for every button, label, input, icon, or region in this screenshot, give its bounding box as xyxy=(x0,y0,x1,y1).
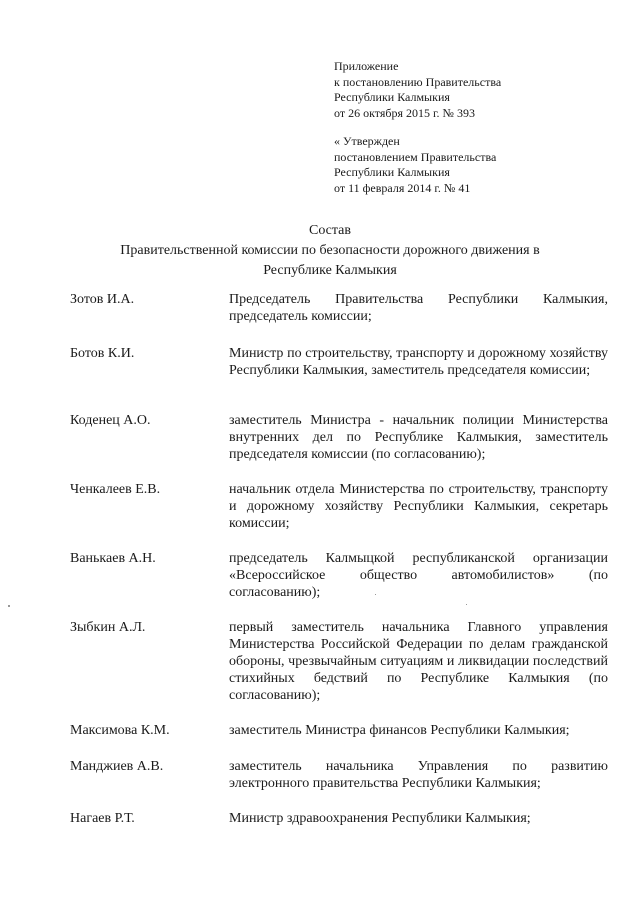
member-name: Ванькаев А.Н. xyxy=(70,551,156,566)
appendix-line: Республики Калмыкия xyxy=(334,90,450,104)
member-role: Министр здравоохранения Республики Калмыкия; xyxy=(229,811,531,826)
appendix-header xyxy=(334,59,501,121)
approved-line: « Утвержден xyxy=(334,134,400,148)
member-role: заместитель Министра - начальник полиции Министерства внутренних дел по Республике Калмыкия, заместитель председателя комиссии (по согласованию); xyxy=(229,413,608,462)
member-role: первый заместитель начальника Главного управления Министерства Российской Федерации по делам гражданской обороны, чрезвычайным ситуациям и ликвидации последствий стихийных бедствий по Республике Калмыкия (по согласованию); xyxy=(229,620,608,703)
member-role: заместитель Министра финансов Республики Калмыкия; xyxy=(229,723,570,738)
scan-speck xyxy=(8,605,10,607)
scan-speck xyxy=(375,594,376,595)
member-name: Зотов И.А. xyxy=(70,292,135,307)
member-name: Нагаев Р.Т. xyxy=(70,811,135,826)
member-role: заместитель начальника Управления по развитию электронного правительства Республики Калмыкия; xyxy=(229,759,608,791)
approved-line: от 11 февраля 2014 г. № 41 xyxy=(334,180,471,195)
member-role: Министр по строительству, транспорту и дорожному хозяйству Республики Калмыкия, заместитель председателя комиссии; xyxy=(229,346,608,378)
document-title xyxy=(40,221,620,281)
member-role: председатель Калмыцкой республиканской организации «Всероссийское общество автомобилистов» (по согласованию); xyxy=(229,551,608,600)
appendix-line: от 26 октября 2015 г. № 393 xyxy=(334,105,476,120)
title-line: Правительственной комиссии по безопасности дорожного движения в xyxy=(120,243,540,258)
member-name: Максимова К.М. xyxy=(70,723,170,738)
approved-line: постановлением Правительства xyxy=(334,149,497,164)
appendix-line: к постановлению Правительства xyxy=(334,74,502,89)
member-role: Председатель Правительства Республики Калмыкия, председатель комиссии; xyxy=(229,292,608,324)
member-role: начальник отдела Министерства по строительству, транспорту и дорожному хозяйству Республики Калмыкия, секретарь комиссии; xyxy=(229,482,608,531)
member-name: Ботов К.И. xyxy=(70,346,135,361)
scan-speck xyxy=(466,604,467,605)
approved-line: Республики Калмыкия xyxy=(334,165,450,179)
member-name: Манджиев А.В. xyxy=(70,759,164,774)
title-line: Состав xyxy=(308,223,351,238)
title-line: Республике Калмыкия xyxy=(263,263,397,278)
member-name: Зыбкин А.Л. xyxy=(70,620,146,635)
member-name: Коденец А.О. xyxy=(70,413,151,428)
approved-header xyxy=(334,134,496,196)
appendix-line: Приложение xyxy=(334,59,399,73)
member-name: Ченкалеев Е.В. xyxy=(70,482,161,497)
